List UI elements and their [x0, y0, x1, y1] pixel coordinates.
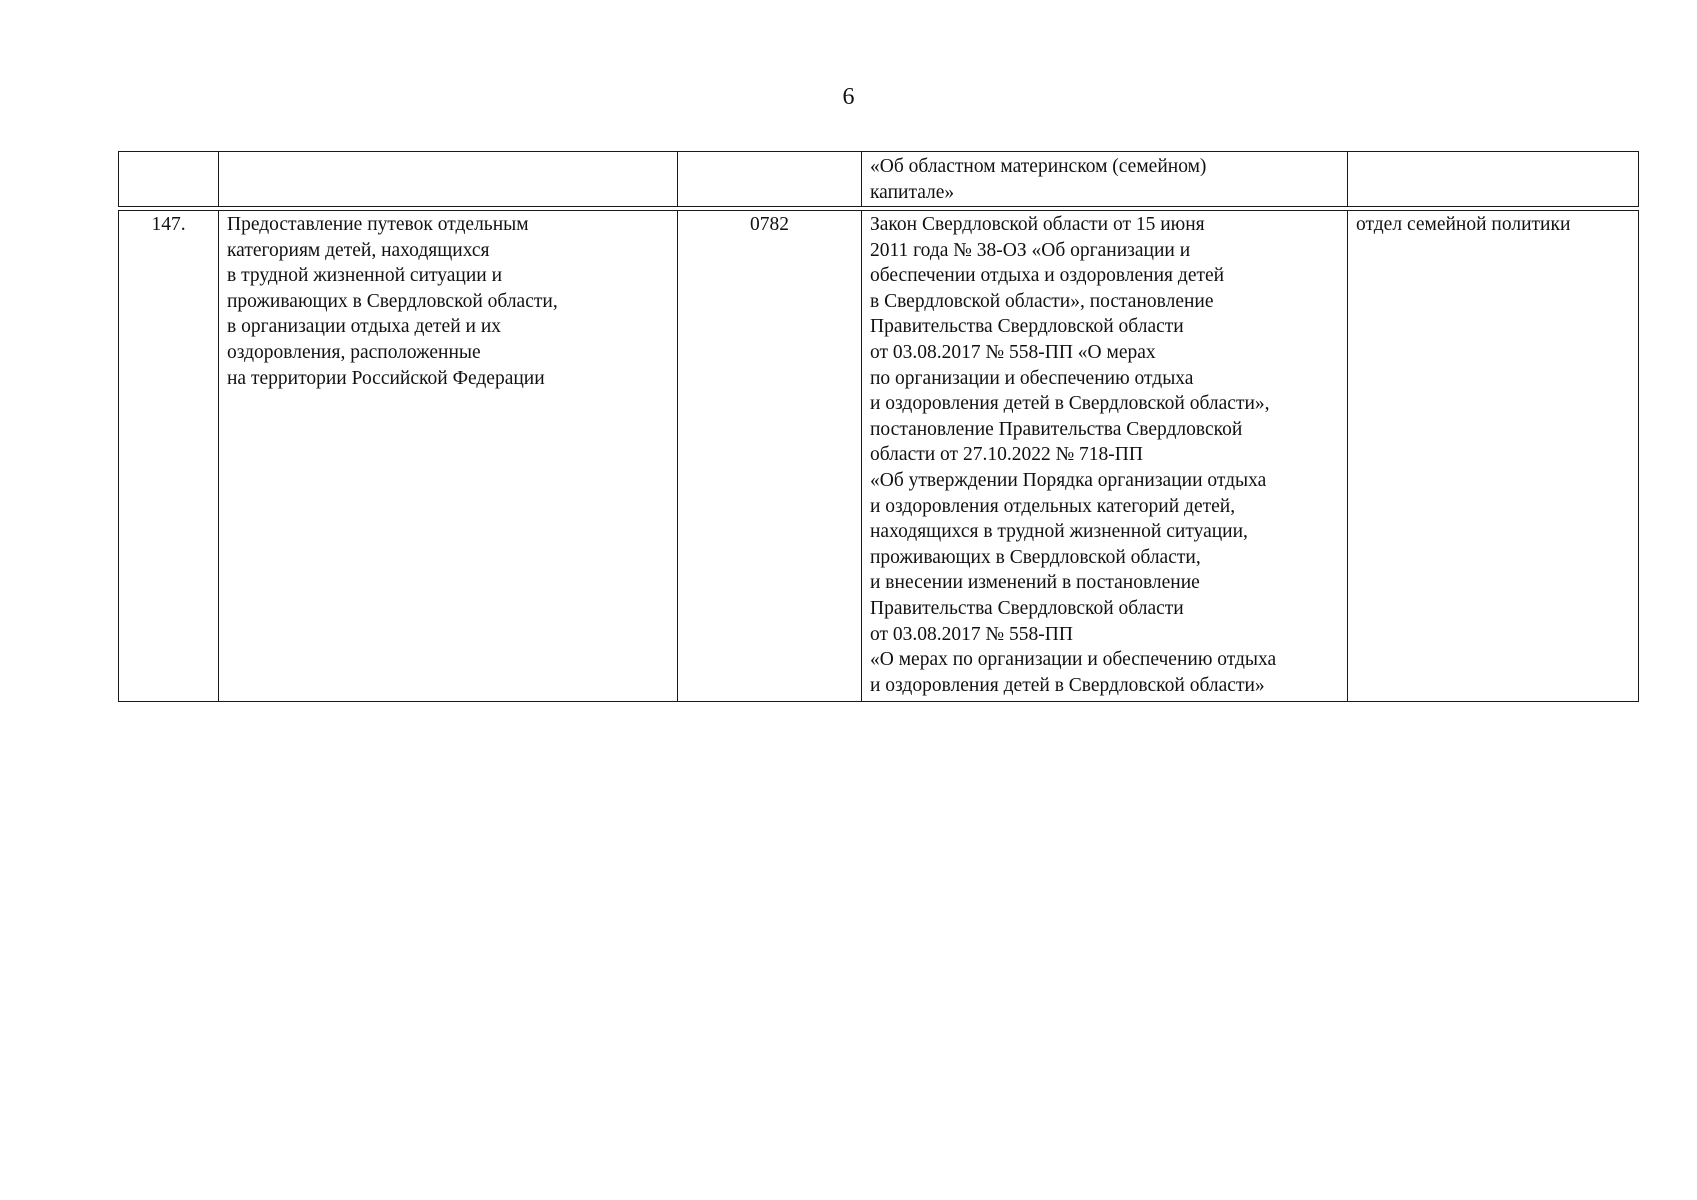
service-line: в трудной жизненной ситуации и [227, 265, 503, 287]
legal-basis-line: «Об утверждении Порядка организации отдыха [870, 469, 1267, 491]
legal-basis-line: находящихся в трудной жизненной ситуации, [870, 521, 1248, 543]
table-row [119, 211, 1639, 702]
legal-basis-line: по организации и обеспечению отдыха [870, 367, 1194, 389]
legal-basis-line: от 03.08.2017 № 558-ПП «О мерах [870, 341, 1156, 363]
legal-basis-line: и внесении изменений в постановление [870, 572, 1200, 594]
legal-basis-line: Правительства Свердловской области [870, 316, 1184, 338]
legal-basis-line: и оздоровления детей в Свердловской области» [870, 674, 1265, 696]
cell-department [1348, 152, 1639, 207]
service-line: на территории Российской Федерации [227, 367, 545, 389]
continuation-table [118, 151, 1639, 207]
service-line: категориям детей, находящихся [227, 239, 490, 261]
cell-service [219, 152, 678, 207]
legal-basis-line: в Свердловской области», постановление [870, 290, 1214, 312]
service-line: проживающих в Свердловской области, [227, 290, 558, 312]
legal-basis-line: Правительства Свердловской области [870, 597, 1184, 619]
legal-basis-line: 2011 года № 38-ОЗ «Об организации и [870, 239, 1191, 261]
legal-basis-line: «О мерах по организации и обеспечению отдыха [870, 649, 1277, 671]
legal-basis-line: постановление Правительства Свердловской [870, 418, 1243, 440]
page-number: 6 [842, 84, 855, 110]
legal-basis-line: от 03.08.2017 № 558-ПП [870, 623, 1073, 645]
cell-department: отдел семейной политики [1348, 211, 1639, 702]
cell-number [119, 152, 219, 207]
legal-basis-line: обеспечении отдыха и оздоровления детей [870, 265, 1225, 287]
service-line: оздоровления, расположенные [227, 341, 481, 363]
legal-basis-line: области от 27.10.2022 № 718-ПП [870, 444, 1143, 466]
legal-basis-line: проживающих в Свердловской области, [870, 546, 1201, 568]
table-row-continuation [119, 152, 1639, 207]
cell-legal-basis [862, 211, 1348, 702]
cell-code [678, 152, 862, 207]
legal-basis-line: Закон Свердловской области от 15 июня [870, 214, 1205, 235]
cell-code: 0782 [678, 211, 862, 702]
legal-basis-line: и оздоровления отдельных категорий детей, [870, 495, 1236, 517]
services-table [118, 210, 1639, 702]
legal-basis-line: «Об областном материнском (семейном) [870, 156, 1207, 177]
legal-basis-line: и оздоровления детей в Свердловской области», [870, 393, 1270, 415]
cell-number: 147. [119, 211, 219, 702]
service-line: Предоставление путевок отдельным [227, 214, 529, 235]
legal-basis-line: капитале» [870, 181, 955, 203]
service-line: в организации отдыха детей и их [227, 316, 502, 338]
cell-service [219, 211, 678, 702]
cell-legal-basis [862, 152, 1348, 207]
